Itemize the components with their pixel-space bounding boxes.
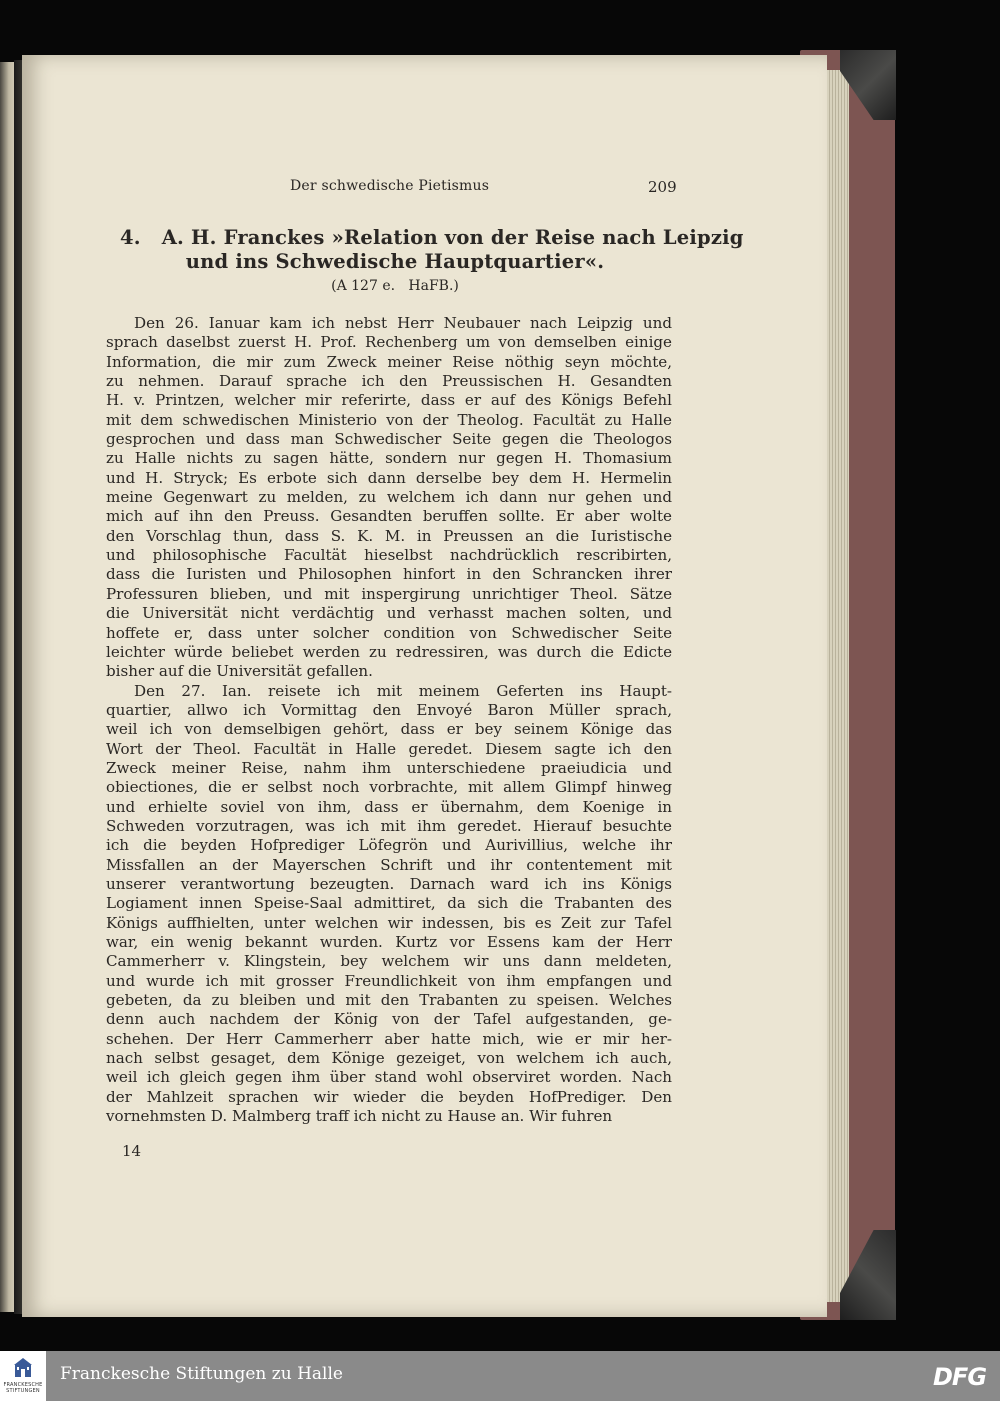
logo-caption-line-1: FRANCKESCHE <box>3 1382 43 1388</box>
text-line: mich auf ihn den Preuss. Gesandten beruffen sollte. Er aber wolte <box>106 507 672 526</box>
text-line: war, ein wenig bekannt wurden. Kurtz vor Essens kam der Herr <box>106 933 672 951</box>
text-line: obiectiones, die er selbst noch vorbrachte, mit allem Glimpf hinweg <box>106 778 672 797</box>
text-line: bisher auf die Universität gefallen. <box>106 662 373 681</box>
text-line: schehen. Der Herr Cammerherr aber hatte mich, wie er mir her- <box>106 1029 672 1048</box>
chapter-title-line-2 <box>0 250 790 273</box>
text-line: und erhielte soviel von ihm, dass er übernahm, dem Koenige in <box>106 797 672 816</box>
text-line: dass die Iuristen und Philosophen hinfort in den Schrancken ihrer <box>106 565 672 584</box>
text-line: sprach daselbst zuerst H. Prof. Rechenberg um von demselben einige <box>106 333 672 352</box>
text-line: quartier, allwo ich Vormittag den Envoyé Baron Müller sprach, <box>106 700 672 719</box>
text-line: H. v. Printzen, welcher mir referirte, dass er auf des Königs Befehl <box>106 391 672 410</box>
text-line: meine Gegenwart zu melden, zu welchem ich dann nur gehen und <box>106 488 672 507</box>
text-line: mit dem schwedischen Ministerio von der Theolog. Facultät zu Halle <box>106 410 672 429</box>
text-line: und wurde ich mit grosser Freundlichkeit von ihm empfangen und <box>106 971 672 990</box>
paragraph-1 <box>106 314 672 682</box>
text-line: leichter würde beliebet werden zu redressiren, was durch die Edicte <box>106 642 672 661</box>
institution-logo[interactable] <box>0 1351 46 1401</box>
text-line: Wort der Theol. Facultät in Halle geredet. Diesem sagte ich den <box>106 739 672 758</box>
text-line: und H. Stryck; Es erbote sich dann derselbe bey dem H. Hermelin <box>106 468 672 487</box>
text-line: Missfallen an der Mayerschen Schrift und ihr contentement mit <box>106 855 672 874</box>
franckesche-logo-icon <box>13 1357 33 1379</box>
text-line: den Vorschlag thun, dass S. K. M. in Preussen an die Iuristische <box>106 526 672 545</box>
text-line: hoffete er, dass unter solcher condition von Schwedischer Seite <box>106 623 672 642</box>
source-reference: (A 127 e. HaFB.) <box>331 278 459 294</box>
logo-caption <box>2 1382 44 1394</box>
text-line: unserer verantwortung bezeugten. Darnach ward ich ins Königs <box>106 874 672 893</box>
text-line: und philosophische Facultät hieselbst nachdrücklich rescribirten, <box>106 546 672 565</box>
paragraph-2 <box>106 682 672 1127</box>
text-line: gebeten, da zu bleiben und mit den Trabanten zu speisen. Welches <box>106 991 672 1010</box>
text-line: weil ich gleich gegen ihm über stand wohl observiret worden. Nach <box>106 1068 672 1087</box>
text-line: denn auch nachdem der König von der Tafel aufgestanden, ge- <box>106 1010 672 1029</box>
text-line: Den 26. Ianuar kam ich nebst Herr Neubauer nach Leipzig und <box>134 314 672 332</box>
chapter-title-line-1: 4. A. H. Franckes »Relation von der Reise nach Leipzig <box>120 226 744 249</box>
text-line: Logiament innen Speise-Saal admittiret, da sich die Trabanten des <box>106 894 672 913</box>
logo-caption-line-2: STIFTUNGEN <box>6 1388 40 1394</box>
chapter-title-line-2-text: und ins Schwedische Hauptquartier«. <box>185 250 605 273</box>
text-line: die Universität nicht verdächtig und verhasst machen solten, und <box>106 604 672 623</box>
text-line: ich die beyden Hofprediger Löfegrön und Aurivillius, welche ihr <box>106 836 672 855</box>
footer-bar <box>0 1351 1000 1401</box>
text-line: Professuren blieben, und mit inspergirung unrichtiger Theol. Sätze <box>106 584 672 603</box>
text-line: Zweck meiner Reise, nahm ihm unterschiedene praeiudicia und <box>106 758 672 777</box>
text-line: Den 27. Ian. reisete ich mit meinem Geferten ins Haupt- <box>134 681 672 700</box>
body-text <box>106 314 672 1126</box>
dfg-logo[interactable]: DFG <box>933 1363 987 1391</box>
text-line: zu nehmen. Darauf sprache ich den Preussischen H. Gesandten <box>106 372 672 391</box>
text-line: Cammerherr v. Klingstein, bey welchem wir uns dann meldeten, <box>106 952 672 971</box>
text-line: Schweden vorzutragen, was ich mit ihm geredet. Hierauf besuchte <box>106 816 672 835</box>
text-line: Königs auffhielten, unter welchen wir indessen, bis es Zeit zur Tafel <box>106 913 672 932</box>
text-line: Information, die mir zum Zweck meiner Reise nöthig seyn möchte, <box>106 352 672 371</box>
text-line: nach selbst gesaget, dem Könige gezeiget, von welchem ich auch, <box>106 1049 672 1068</box>
running-head: Der schwedische Pietismus <box>290 178 490 194</box>
text-line: weil ich von demselbigen gehört, dass er bey seinem Könige das <box>106 720 672 739</box>
page-number: 209 <box>648 178 677 196</box>
signature-mark: 14 <box>122 1142 142 1160</box>
text-line: vornehmsten D. Malmberg traff ich nicht zu Hause an. Wir fuhren <box>106 1107 613 1126</box>
text-line: gesprochen und dass man Schwedischer Seite gegen die Theologos <box>106 430 672 449</box>
text-line: der Mahlzeit sprachen wir wieder die beyden HofPrediger. Den <box>106 1087 672 1106</box>
text-line: zu Halle nichts zu sagen hätte, sondern nur gegen H. Thomasium <box>106 449 672 468</box>
footer-title[interactable]: Franckesche Stiftungen zu Halle <box>60 1364 343 1384</box>
